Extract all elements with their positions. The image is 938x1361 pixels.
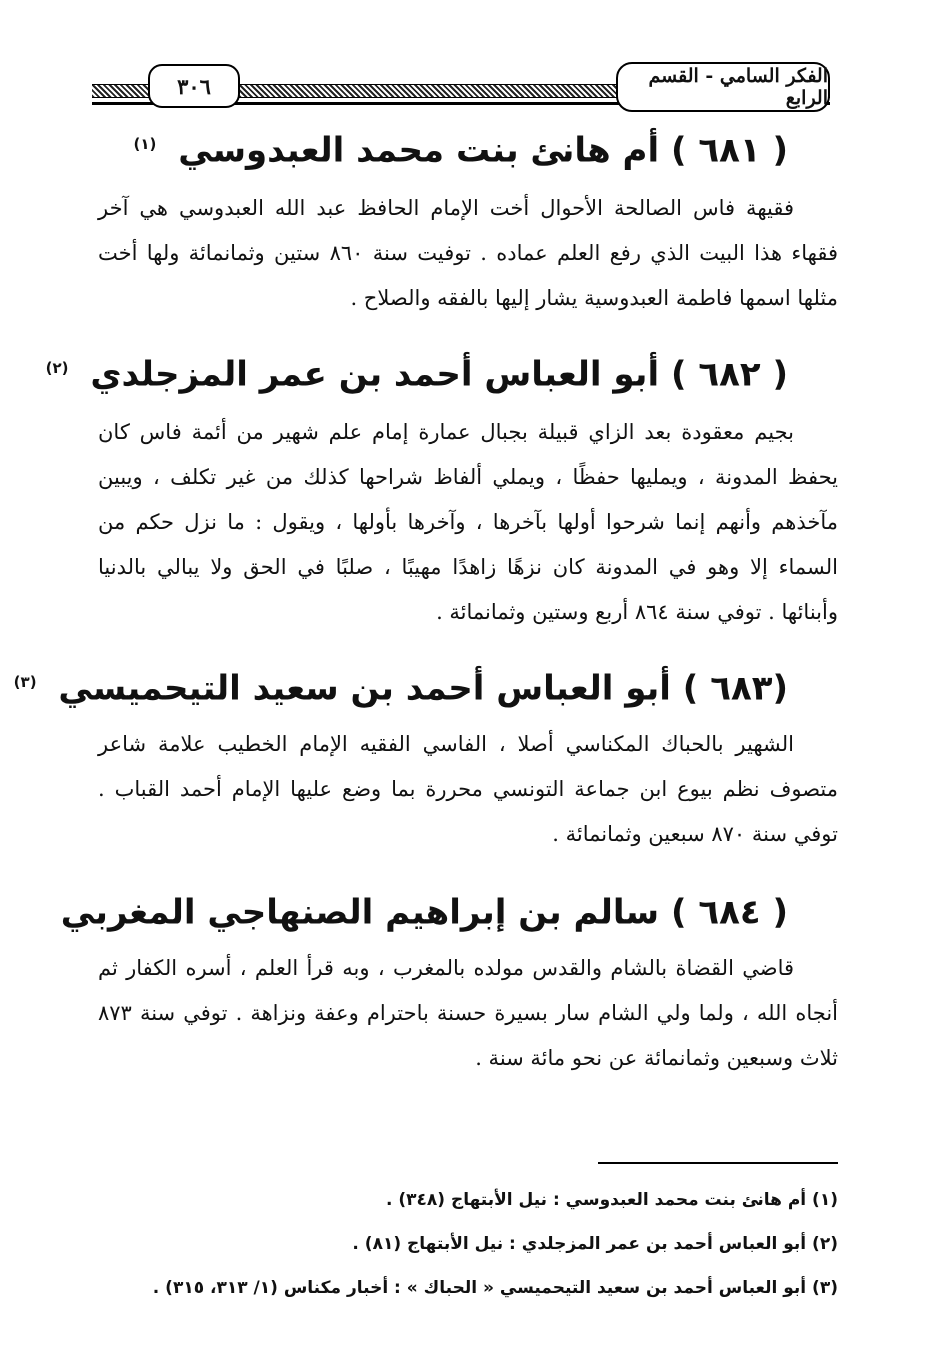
entry-heading <box>60 884 788 934</box>
footnote-marker: (١) <box>133 135 157 153</box>
entry-number: ( ٦٨٢ ) <box>670 354 788 395</box>
footnotes <box>98 1178 838 1310</box>
entry-heading <box>13 660 788 710</box>
entry-body <box>98 722 838 857</box>
entry-heading <box>133 122 788 172</box>
entry-body <box>98 410 838 635</box>
entry-text: الشهير بالحباك المكناسي أصلا ، الفاسي الفقيه الإمام الخطيب علامة شاعر متصوف نظم بيوع ابن جماعة التونسي محررة بما وضع عليها الإمام أحمد القباب . توفي سنة ٨٧٠ سبعين وثمانمائة . <box>98 732 838 846</box>
footnote: (٢) أبو العباس أحمد بن عمر المزجلدي : نيل الأبتهاج (٨١) . <box>352 1234 838 1254</box>
entry-text: فقيهة فاس الصالحة الأحوال أخت الإمام الحافظ عبد الله العبدوسي هي آخر فقهاء هذا البيت الذي رفع العلم عماده . توفيت سنة ٨٦٠ ستين وثمانمائة ولها أخت مثلها اسمها فاطمة العبدوسية يشار إليها بالفقه والصلاح . <box>98 196 838 310</box>
entry-body <box>98 186 838 321</box>
entry-number: ( ٦٨١ ) <box>670 130 788 171</box>
footnote: (٣) أبو العباس أحمد بن سعيد التيحميسي « الحباك » : أخبار مكناس (١/ ٣١٣، ٣١٥) . <box>152 1278 838 1298</box>
footnote-separator <box>598 1162 838 1164</box>
entry-text: بجيم معقودة بعد الزاي قبيلة بجبال عمارة إمام علم شهير من أئمة فاس كان يحفظ المدونة ، ويمليها حفظًا ، ويملي ألفاظ شراحها كذلك من غير تكلف ، ويبين مآخذهم وأنهم إنما شرحوا أولها بآخرها ، وآخرها بأولها ، ويقول : ما نزل حكم من السماء إلا وهو في المدونة كان نزهًا زاهدًا مهيبًا ، صلبًا في الحق ولا يبالي بالدنيا وأبنائها . توفي سنة ٨٦٤ أربع وستين وثمانمائة . <box>98 420 838 624</box>
footnote: (١) أم هانئ بنت محمد العبدوسي : نيل الأبتهاج (٣٤٨) . <box>385 1190 838 1210</box>
running-header <box>92 58 830 122</box>
entry-number: (٦٨٣ ) <box>682 668 788 709</box>
entry-name: أم هانئ بنت محمد العبدوسي <box>178 130 660 171</box>
entry-text: قاضي القضاة بالشام والقدس مولده بالمغرب ، وبه قرأ العلم ، أسره الكفار ثم أنجاه الله ، ولما ولي الشام سار بسيرة حسنة باحترام وعفة ونزاهة . توفي سنة ٨٧٣ ثلاث وسبعين وثمانمائة عن نحو مائة سنة . <box>98 956 838 1070</box>
entry-number: ( ٦٨٤ ) <box>670 892 788 933</box>
entry-name: أبو العباس أحمد بن عمر المزجلدي <box>90 354 660 395</box>
entry-heading <box>45 346 788 396</box>
running-title: الفكر السامي - القسم الرابع <box>616 62 830 112</box>
footnote-marker: (٢) <box>45 359 69 377</box>
footnote-marker: (٣) <box>13 673 37 691</box>
entry-name: أبو العباس أحمد بن سعيد التيحميسي <box>58 668 671 709</box>
entry-body <box>98 946 838 1081</box>
entry-name: سالم بن إبراهيم الصنهاجي المغربي <box>60 892 660 933</box>
page-number: ٣٠٦ <box>148 64 240 108</box>
